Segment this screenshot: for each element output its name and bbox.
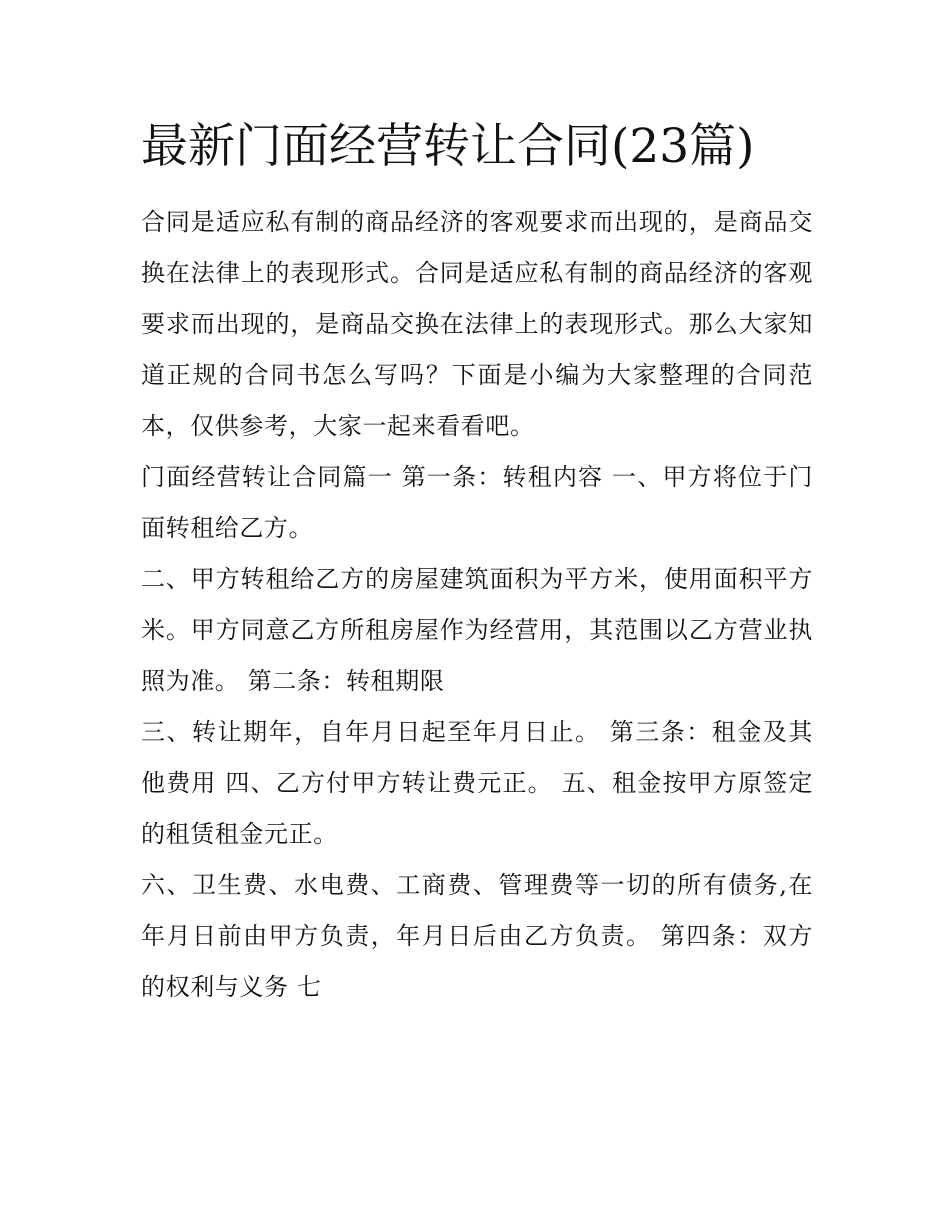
clause-paragraph-1: 门面经营转让合同篇一 第一条：转租内容 一、甲方将位于门面转租给乙方。 <box>141 463 813 542</box>
document-title: 最新门面经营转让合同(23篇) <box>141 119 755 174</box>
clause-paragraph-2: 二、甲方转租给乙方的房屋建筑面积为平方米，使用面积平方米。甲方同意乙方所租房屋作为经营用，其范围以乙方营业执照为准。 第二条：转租期限 <box>141 565 813 695</box>
document-body <box>141 197 813 1013</box>
intro-paragraph: 合同是适应私有制的商品经济的客观要求而出现的，是商品交换在法律上的表现形式。合同是适应私有制的商品经济的客观要求而出现的，是商品交换在法律上的表现形式。那么大家知道正规的合同书怎么写吗？下面是小编为大家整理的合同范本，仅供参考，大家一起来看看吧。 <box>141 208 813 440</box>
clause-paragraph-3: 三、转让期年，自年月日起至年月日止。 第三条：租金及其他费用 四、乙方付甲方转让费元正。 五、租金按甲方原签定的租赁租金元正。 <box>141 718 813 848</box>
clause-paragraph-4: 六、卫生费、水电费、工商费、管理费等一切的所有债务,在年月日前由甲方负责，年月日后由乙方负责。 第四条：双方的权利与义务 七 <box>141 871 813 1001</box>
